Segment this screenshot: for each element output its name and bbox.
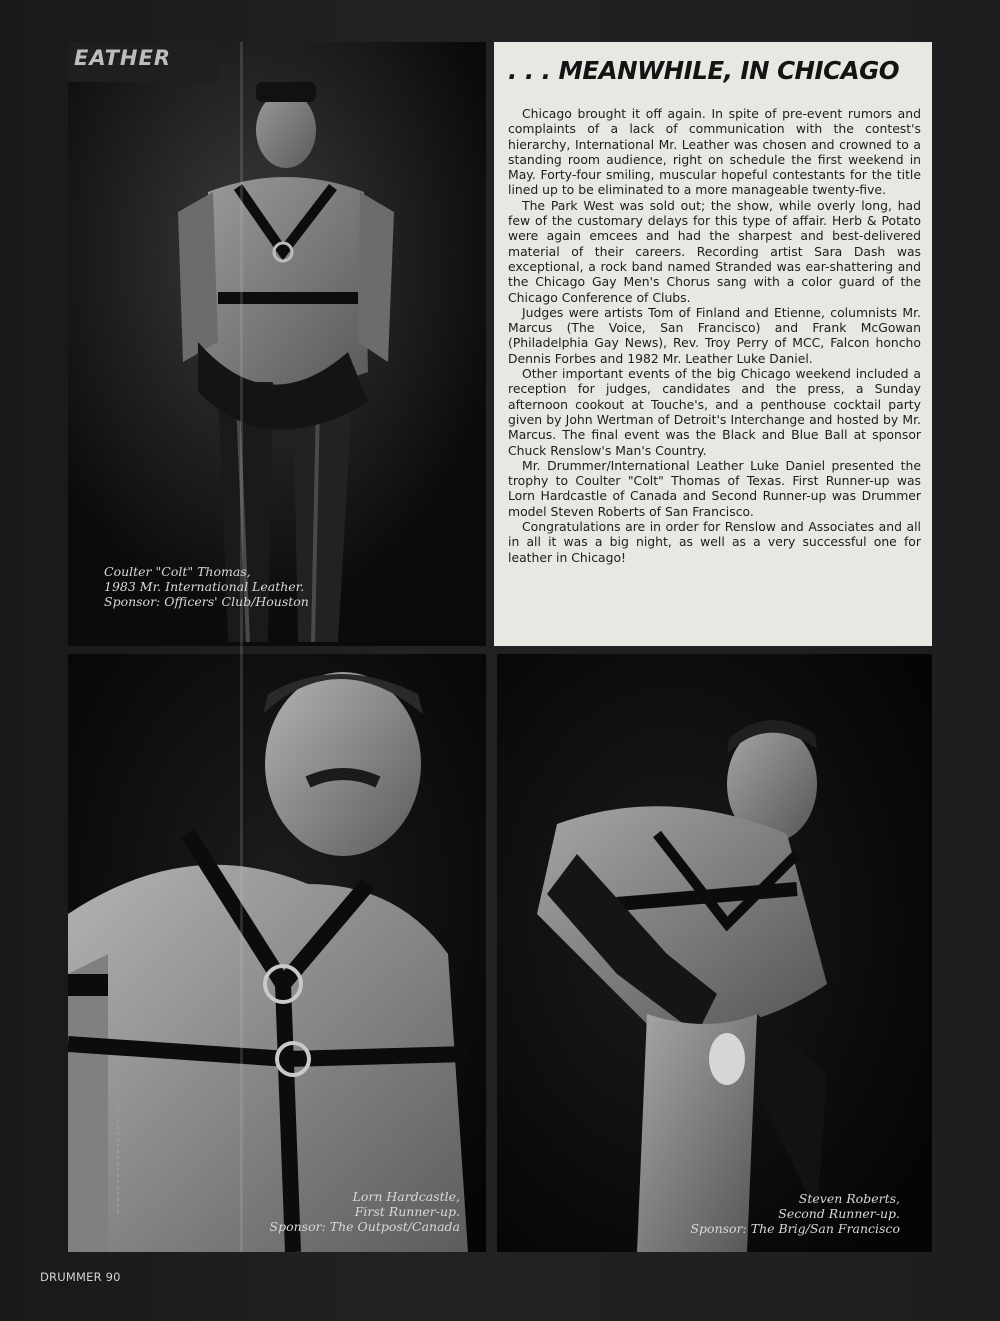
paragraph: Chicago brought it off again. In spite of pre-event rumors and complaints of a lack of communication with the contest's hierarchy, International Mr. Leather was chosen and crowned to a standing room audience, right on schedule the first weekend in May. Forty-four smiling, muscular hopeful contestants for the title lined up to be eliminated to a more manageable twenty-five. (508, 106, 921, 198)
caption-colt-thomas (104, 564, 309, 609)
article-body (508, 106, 921, 565)
paragraph: Congratulations are in order for Renslow and Associates and all in all it was a big night, as well as a very successful one for leather in Chicago! (508, 519, 921, 565)
article-panel (494, 42, 932, 646)
photo-steven-roberts (497, 654, 932, 1252)
photo-colt-thomas-image (68, 42, 486, 646)
photo-lorn-hardcastle (68, 654, 486, 1252)
page-folio: DRUMMER 90 (40, 1270, 121, 1284)
photo-lorn-hardcastle-image (68, 654, 486, 1252)
caption-line: Second Runner-up. (778, 1206, 900, 1221)
paragraph: The Park West was sold out; the show, while overly long, had few of the customary delays for this type of affair. Herb & Potato were again emcees and had the sharpest and best-delivered material of their careers. Recording artist Sara Dash was exceptional, a rock band named Stranded was ear-shattering and the Chicago Gay Men's Chorus sang with a color guard of the Chicago Conference of Clubs. (508, 197, 921, 305)
caption-line: First Runner-up. (354, 1204, 460, 1219)
caption-line: Lorn Hardcastle, (352, 1189, 460, 1204)
photo-steven-roberts-image (497, 654, 932, 1252)
paragraph: Mr. Drummer/International Leather Luke Daniel presented the trophy to Coulter "Colt" Thomas of Texas. First Runner-up was Lorn Hardcastle of Canada and Second Runner-up was Drummer model Steven Roberts of San Francisco. (508, 457, 921, 519)
paragraph: Judges were artists Tom of Finland and Etienne, columnists Mr. Marcus (The Voice, San Francisco) and Frank McGowan (Philadelphia Gay News), Rev. Troy Perry of MCC, Falcon honcho Dennis Forbes and 1982 Mr. Leather Luke Daniel. (508, 304, 921, 366)
paragraph: Other important events of the big Chicago weekend included a reception for judges, candidates and the press, a Sunday afternoon cookout at Touche's, and a penthouse cocktail party given by John Wertman of Detroit's Interchange and hosted by Mr. Marcus. The final event was the Black and Blue Ball at sponsor Chuck Renslow's Man's Country. (508, 366, 921, 458)
leather-sign-text: EATHER (74, 46, 172, 70)
caption-line: Coulter "Colt" Thomas, (104, 564, 251, 579)
caption-line: Steven Roberts, (798, 1191, 900, 1206)
caption-line: Sponsor: The Outpost/Canada (269, 1219, 460, 1234)
caption-steven-roberts (690, 1191, 900, 1236)
page-fold-crease (240, 42, 243, 1252)
photo-colt-thomas (68, 42, 486, 646)
caption-line: Sponsor: The Brig/San Francisco (690, 1221, 900, 1236)
article-headline: . . . MEANWHILE, IN CHICAGO (508, 56, 900, 85)
caption-lorn-hardcastle (270, 1189, 460, 1234)
caption-line: Sponsor: Officers' Club/Houston (104, 594, 309, 609)
caption-line: 1983 Mr. International Leather. (104, 579, 305, 594)
